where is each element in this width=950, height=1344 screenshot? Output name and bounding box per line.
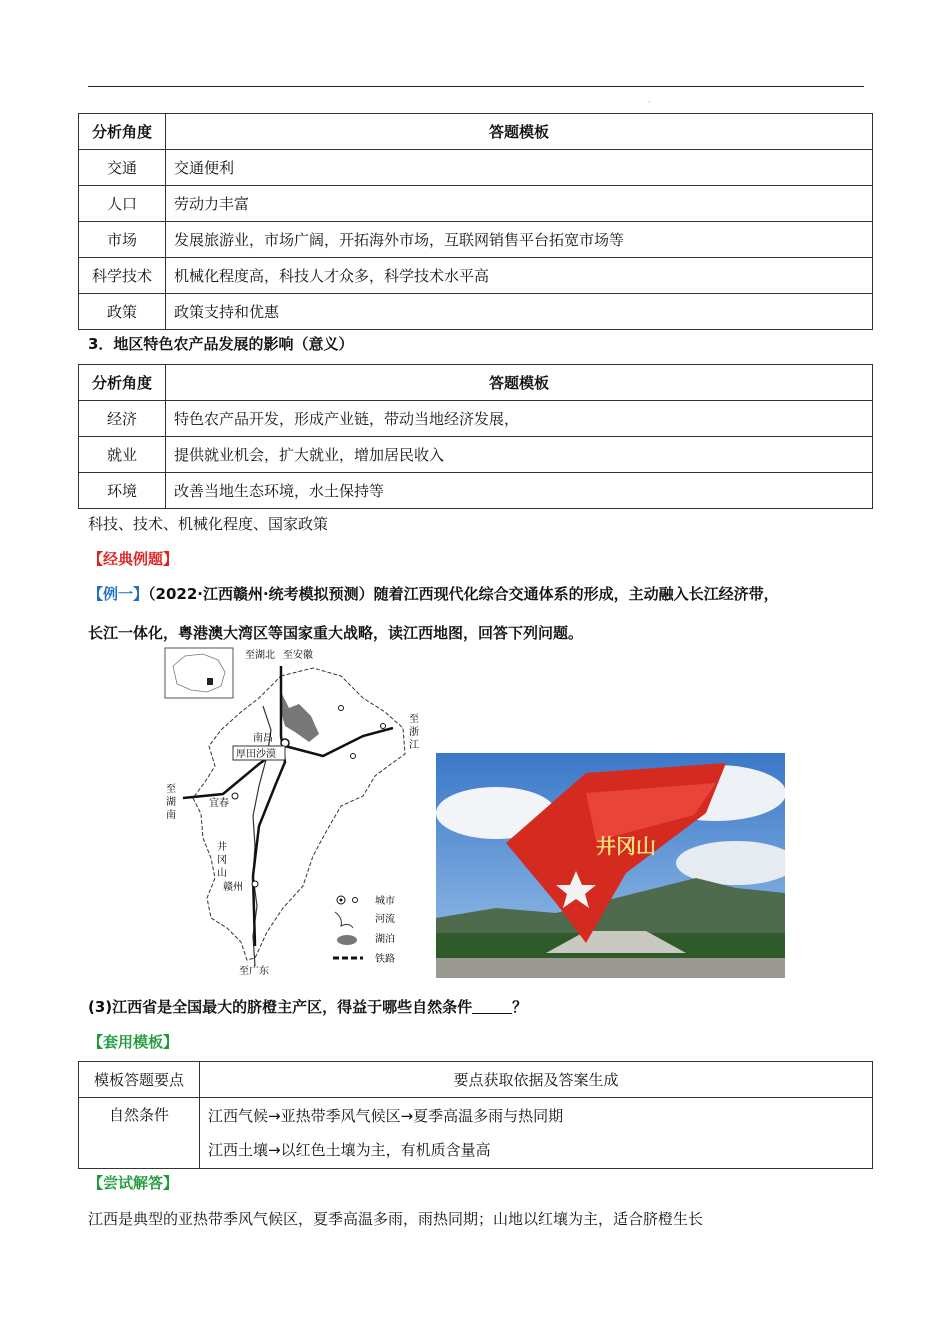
answer-heading: 【尝试解答】	[88, 1174, 179, 1192]
legend-river-icon	[335, 912, 353, 928]
label-jinggangshan-3: 山	[217, 868, 227, 879]
table-row	[79, 1098, 873, 1169]
legend-river: 河流	[375, 914, 395, 925]
table-row	[79, 473, 873, 509]
section-3-title: 3．地区特色农产品发展的影响（意义）	[88, 335, 354, 353]
table-row	[79, 150, 873, 186]
header-cell: 答题模板	[166, 114, 873, 150]
table-row	[79, 294, 873, 330]
header-cell: 分析角度	[79, 365, 166, 401]
monument-inscription: 井冈山	[596, 834, 656, 858]
city-icon	[381, 724, 386, 729]
label-yichun: 宜春	[209, 798, 229, 809]
answer-text: 江西是典型的亚热带季风气候区，夏季高温多雨，雨热同期；山地以红壤为主，适合脐橙生长	[88, 1210, 704, 1228]
yichun-city-icon	[232, 793, 238, 799]
label-to-zhejiang-1: 至	[409, 714, 419, 725]
extra-line: 科技、技术、机械化程度、国家政策	[88, 515, 329, 533]
row-value: 交通便利	[166, 150, 873, 186]
impact-table	[78, 364, 873, 509]
row-value: 特色农产品开发，形成产业链，带动当地经济发展，	[166, 401, 873, 437]
label-to-guangdong: 至广东	[239, 966, 269, 977]
label-to-zhejiang-3: 江	[409, 740, 419, 751]
factors-table	[78, 113, 873, 330]
template-table	[78, 1061, 873, 1169]
row-label: 自然条件	[79, 1098, 200, 1169]
table-row	[79, 437, 873, 473]
row-line: 江西土壤→以红色土壤为主，有机质含量高	[208, 1141, 491, 1159]
jinggangshan-monument-photo	[436, 753, 785, 978]
label-to-hunan-1: 至	[166, 784, 176, 795]
label-ganzhou: 赣州	[223, 882, 243, 893]
railway-north-south	[253, 666, 285, 946]
row-label: 政策	[79, 294, 166, 330]
question-end: ？	[512, 998, 528, 1016]
row-value: 提供就业机会，扩大就业，增加居民收入	[166, 437, 873, 473]
row-label: 就业	[79, 437, 166, 473]
legend-town-icon	[353, 898, 358, 903]
table-row	[79, 258, 873, 294]
header-cell: 要点获取依据及答案生成	[200, 1062, 873, 1098]
ganzhou-city-icon	[252, 881, 258, 887]
row-value: 政策支持和优惠	[166, 294, 873, 330]
row-label: 科学技术	[79, 258, 166, 294]
table-header-row	[79, 365, 873, 401]
row-label: 经济	[79, 401, 166, 437]
legend-city-icon-center	[340, 899, 343, 902]
label-to-anhui: 至安徽	[283, 650, 313, 661]
plaza	[436, 958, 785, 978]
label-to-zhejiang-2: 浙	[409, 727, 419, 738]
table-header-row	[79, 1062, 873, 1098]
row-value	[200, 1098, 873, 1169]
row-value: 改善当地生态环境，水土保持等	[166, 473, 873, 509]
table-header-row	[79, 114, 873, 150]
jiangxi-map	[163, 646, 433, 978]
classic-heading: 【经典例题】	[88, 550, 179, 568]
question-line	[88, 996, 527, 1017]
example-label: 【例一】	[88, 585, 149, 603]
example-line-2: 长江一体化，粤港澳大湾区等国家重大战略，读江西地图，回答下列问题。	[88, 624, 584, 642]
legend-city: 城市	[375, 896, 395, 907]
header-dot: ·	[648, 98, 651, 107]
row-label: 环境	[79, 473, 166, 509]
inset-map-frame	[165, 648, 233, 698]
legend-lake-icon	[337, 935, 357, 945]
table-row	[79, 222, 873, 258]
label-nanchang: 南昌	[253, 733, 273, 744]
example-line-1	[88, 583, 779, 604]
row-value: 机械化程度高，科技人才众多，科学技术水平高	[166, 258, 873, 294]
header-cell: 模板答题要点	[79, 1062, 200, 1098]
template-heading: 【套用模板】	[88, 1033, 179, 1051]
city-icon	[351, 754, 356, 759]
row-label: 交通	[79, 150, 166, 186]
header-cell: 分析角度	[79, 114, 166, 150]
label-to-hubei: 至湖北	[245, 650, 275, 661]
question-text: (3)江西省是全国最大的脐橙主产区，得益于哪些自然条件	[88, 998, 473, 1016]
row-value: 发展旅游业，市场广阔，开拓海外市场，互联网销售平台拓宽市场等	[166, 222, 873, 258]
header-rule	[88, 86, 864, 87]
poyang-lake	[281, 692, 319, 742]
label-to-hunan-3: 南	[166, 810, 176, 821]
row-line: 江西气候→亚热带季风气候区→夏季高温多雨与热同期	[208, 1107, 564, 1125]
table-row	[79, 401, 873, 437]
label-to-hunan-2: 湖	[166, 797, 176, 808]
row-label: 人口	[79, 186, 166, 222]
answer-blank[interactable]	[472, 999, 512, 1014]
header-cell: 答题模板	[166, 365, 873, 401]
row-label: 市场	[79, 222, 166, 258]
city-icon	[339, 706, 344, 711]
label-jinggangshan-2: 冈	[217, 855, 227, 866]
example-text-1: （2022·江西赣州·统考模拟预测）随着江西现代化综合交通体系的形成，主动融入长江经济带，	[148, 585, 779, 603]
inset-jiangxi-marker	[207, 678, 213, 685]
row-value: 劳动力丰富	[166, 186, 873, 222]
legend-lake: 湖泊	[375, 934, 395, 945]
label-houtian: 厚田沙漠	[236, 749, 276, 760]
table-row	[79, 186, 873, 222]
legend-railway: 铁路	[375, 954, 395, 965]
label-jinggangshan-1: 井	[217, 842, 227, 853]
